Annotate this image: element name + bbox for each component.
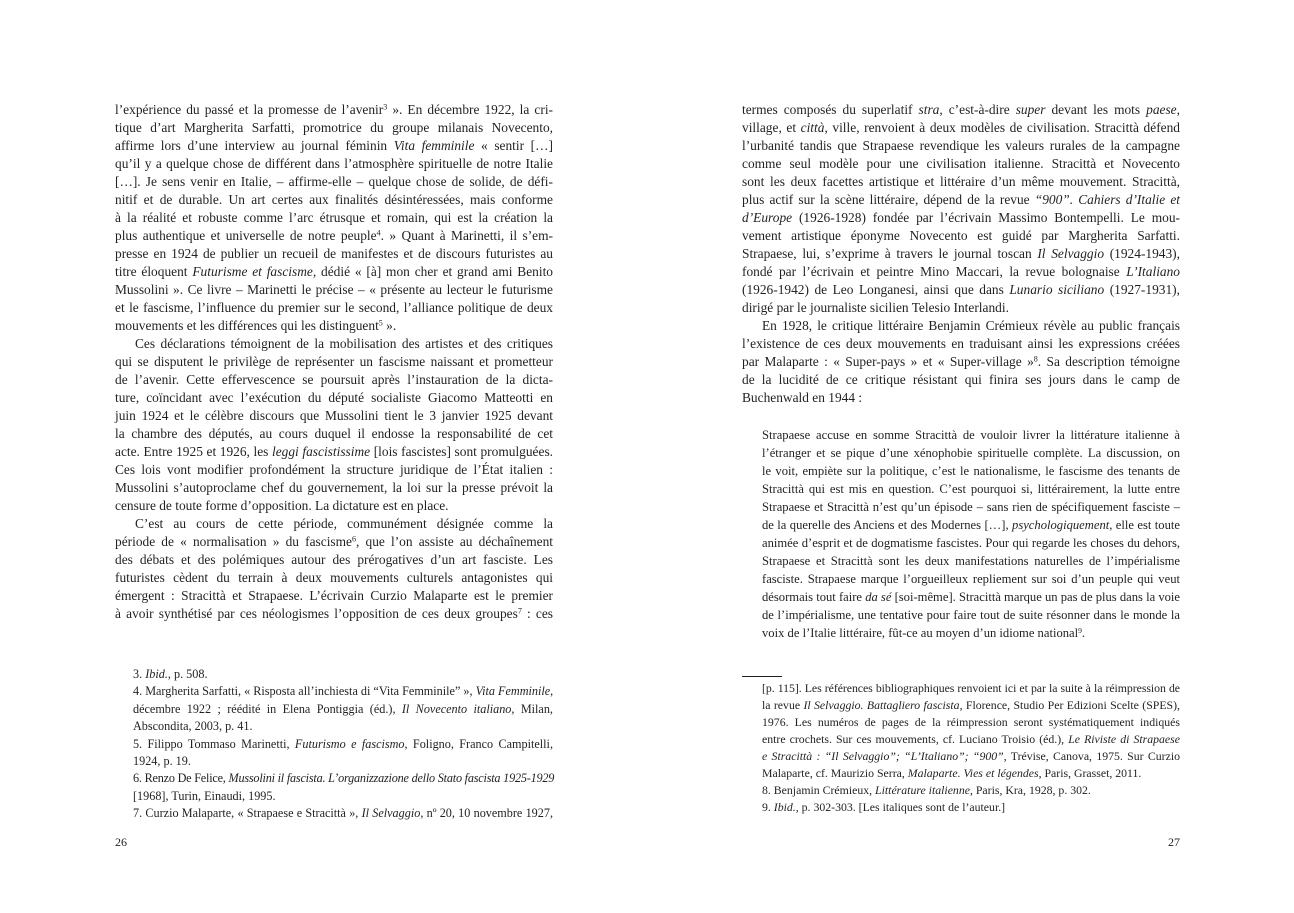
text-run: […]. Je sens venir en Italie, – affirme-elle – quelque chose de solide, de défi- [115, 174, 553, 189]
text-run: [1968], Turin, Einaudi, 1995. [133, 788, 276, 803]
text-line [133, 718, 553, 735]
italic-text: Malaparte. Vies et légendes [907, 766, 1039, 780]
text-run: termes composés du superlatif [742, 102, 919, 117]
text-run: censure de toute forme d’opposition. La dictature est en place. [115, 498, 449, 513]
text-line [115, 425, 553, 443]
text-run: , Milan, [511, 701, 553, 716]
text-run: la chambre des députés, au cours duquel il endosse la responsabilité de cet [115, 426, 553, 441]
italic-text: Le Riviste di Strapaese [1068, 732, 1180, 746]
text-line [762, 697, 1180, 714]
text-line [762, 462, 1180, 480]
text-line [762, 748, 1180, 765]
paragraph [762, 782, 1180, 799]
text-run: juin 1924 et le célèbre discours que Mussolini tient le 3 janvier 1925 devant [115, 408, 553, 423]
page-number-right: 27 [1168, 835, 1180, 849]
text-run: futuristes cèdent du terrain à deux mouvements culturels antagonistes qui [115, 570, 553, 585]
text-run: Abscondita, 2003, p. 41. [133, 719, 253, 734]
text-run: 9. [762, 800, 774, 814]
text-run: entre crochets. Sur ces mouvements, cf. Luciano Troisio (éd.), [762, 732, 1069, 746]
text-run: qu’il y a quelque chose de différent dans l’atmosphère spirituelle de notre Italie [115, 156, 553, 171]
text-run: dédié « [à] mon cher et grand ami Benito [316, 264, 553, 279]
text-line [115, 119, 553, 137]
text-line [133, 683, 553, 700]
italic-text: paese [1146, 102, 1177, 117]
left-page-body [115, 101, 553, 623]
text-line [115, 515, 553, 533]
text-run: Strapaese et Stracittà n’est qu’un épisode – sans rien de spécifiquement fasciste – [762, 500, 1180, 514]
footnote-marker: 6 [351, 534, 356, 544]
italic-text: Futurismo e fascismo [294, 736, 405, 751]
text-line [762, 426, 1180, 444]
text-run: , Florence, Studio Per Edizioni Scelte (SPES), [959, 698, 1180, 712]
text-run: 3. [133, 667, 146, 681]
italic-text: Il Selvaggio. Battagliero fascista [803, 698, 960, 712]
text-line [762, 765, 1180, 782]
paragraph [133, 770, 553, 805]
paragraph [133, 805, 553, 822]
text-run: la revue [762, 698, 804, 712]
footnote-marker: 5 [378, 318, 383, 328]
italic-text: da sé [865, 590, 892, 604]
text-run: [soi-même]. Stracittà marque un pas de plus dans la voie [891, 590, 1181, 604]
text-run: tique d’art Margherita Sarfatti, promotrice du groupe milanais Novecento, [115, 120, 553, 135]
text-line [133, 770, 553, 787]
paragraph [762, 680, 1180, 782]
text-run: « sentir […] [474, 138, 553, 153]
text-run: à avoir synthétisé par ces néologismes l’opposition de ces deux groupes [115, 606, 518, 621]
text-run: l’étranger et se pique d’une xénophobie spirituelle complète. La discussion, on [762, 446, 1180, 460]
text-run: qui se disputent le privilège de représenter un fascisme naissant et prometteur [115, 354, 553, 369]
text-run: , Paris, Kra, 1928, p. 302. [969, 783, 1091, 797]
text-run: plus authentique et universelle de notre peuple [115, 228, 377, 243]
italic-text: e Stracittà : “Il Selvaggio”; “L’Italiano”; “900” [762, 749, 1004, 763]
text-run: 8. Benjamin Crémieux, [762, 783, 876, 797]
text-line [133, 701, 553, 718]
text-run: voix de l’Italie littéraire, fût-ce au moyen d’un idiome national [762, 626, 1079, 640]
text-line [115, 191, 553, 209]
text-run: période de « normalisation » du fascisme [115, 534, 352, 549]
text-line [762, 516, 1180, 534]
text-run: . Sa description témoigne [1037, 354, 1180, 369]
text-run: , [1176, 102, 1180, 117]
text-line [115, 209, 553, 227]
text-line [762, 624, 1180, 642]
text-run: de la lucidité de ce critique résistant qui finira ses jours dans le camp de [742, 372, 1180, 387]
text-line [762, 480, 1180, 498]
text-run: (1926-1928) fondée par l’écrivain Massimo Bontempelli. Le mou- [792, 210, 1180, 225]
text-run: 7. Curzio Malaparte, « Strapaese e Stracittà », [133, 806, 362, 821]
text-run: par Malaparte : « Super-pays » et « Super-village » [742, 354, 1034, 369]
text-run: vement artistique éponyme Novecento est guidé par Margherita Sarfatti. [742, 228, 1180, 243]
italic-text: super [1015, 102, 1046, 117]
text-line [762, 534, 1180, 552]
text-run: à la réalité et robuste comme l’arc étrusque et romain, qui est la création la [115, 210, 553, 225]
footnote-rule [742, 676, 782, 677]
text-line [742, 245, 1180, 263]
text-run: C’est au cours de cette période, communément désignée comme la [135, 516, 553, 531]
text-run: [lois fascistes] sont promulguées. [370, 444, 553, 459]
text-run: (1927-1931), [1104, 282, 1180, 297]
text-line [133, 805, 553, 822]
text-line [742, 335, 1180, 353]
paragraph [133, 736, 553, 771]
text-line [742, 227, 1180, 245]
italic-text: Vita Femminile, [475, 684, 554, 699]
text-run: de la querelle des Anciens et des Modernes […], [762, 518, 1013, 532]
text-run: devant les mots [1045, 102, 1147, 117]
text-run: ». [382, 318, 397, 333]
text-line [115, 371, 553, 389]
text-run: (1924-1943), [1104, 246, 1180, 261]
right-page-body [742, 101, 1180, 407]
text-line [762, 570, 1180, 588]
text-run: , c’est-à-dire [939, 102, 1016, 117]
text-run: émergent : Stracittà et Strapaese. L’écrivain Curzio Malaparte est le premier [115, 588, 553, 603]
text-run: En 1928, le critique littéraire Benjamin Crémieux révèle au public français [762, 318, 1180, 333]
paragraph [115, 101, 553, 335]
text-run: presse en 1924 de publier un recueil de manifestes et de discours futuristes au [115, 246, 553, 261]
footnote-marker: 4 [376, 228, 381, 238]
text-run: , p. 302-303. [Les italiques sont de l’auteur.] [795, 800, 1006, 814]
text-run: désormais tout faire [762, 590, 866, 604]
text-line [742, 353, 1180, 371]
text-run: animée d’esprit et de dogmatisme fascistes. Pour qui regarde les choses du dehors, [762, 536, 1180, 550]
text-run: dirigé par le journaliste sicilien Telesio Interlandi. [742, 300, 1009, 315]
italic-text: Vita femminile [393, 138, 475, 153]
text-run: sont les deux facettes artistique et littéraire d’un même mouvement. Stracittà, [742, 174, 1180, 189]
text-line [742, 371, 1180, 389]
footnote-marker: 3 [383, 102, 388, 112]
text-line [762, 782, 1180, 799]
text-run: . » Quant à Marinetti, il s’em- [380, 228, 553, 243]
text-line [133, 753, 553, 770]
text-run: fondé par l’écrivain et peintre Mino Maccari, la revue bolognaise [742, 264, 1127, 279]
text-line [115, 155, 553, 173]
text-run: fasciste. Strapaese marque l’orgueilleux repliement sur soi d’un peuple qui veut [762, 572, 1180, 586]
text-line [115, 605, 553, 623]
paragraph [742, 101, 1180, 317]
text-run: de l’impérialisme, une tentative pour faire tout de suite résonner dans le monde la [762, 608, 1180, 622]
text-line [762, 498, 1180, 516]
text-run: affirme lors d’une interview au journal féminin [115, 138, 394, 153]
text-line [742, 155, 1180, 173]
text-line [742, 119, 1180, 137]
text-line [742, 137, 1180, 155]
italic-text: Il Selvaggio [1037, 246, 1105, 261]
right-page-footnotes [762, 680, 1180, 816]
text-run: 5. Filippo Tommaso Marinetti, [133, 736, 295, 751]
paragraph [115, 335, 553, 515]
italic-text: Ibid. [145, 667, 168, 681]
text-line [742, 389, 1180, 407]
text-run: village, et [742, 120, 801, 135]
text-line [115, 479, 553, 497]
text-line [115, 497, 553, 515]
text-run: décembre 1922 ; réédité in Elena Pontiggia (éd.), [133, 701, 402, 716]
text-run: mouvements et les différences qui les distinguent [115, 318, 379, 333]
text-run: Mussolini s’autoproclame chef du gouvernement, la loi sur la presse prévoit la [115, 480, 553, 495]
text-run: , p. 508. [167, 667, 208, 681]
text-line [742, 101, 1180, 119]
italic-text: Littérature italienne [875, 783, 970, 797]
italic-text: Il Novecento italiano [401, 701, 512, 716]
text-run: Mussolini ». Ce livre – Marinetti le précise – « présente au lecteur le futurisme [115, 282, 553, 297]
text-line [115, 101, 553, 119]
text-run: l’existence de ces deux mouvements en traduisant ainsi les expressions créées [742, 336, 1180, 351]
text-run: Strapaese, lui, s’exprime à travers le journal toscan [742, 246, 1038, 261]
text-run: . [1081, 626, 1086, 640]
paragraph [762, 426, 1180, 642]
text-run: 1976. Les numéros de pages de la réimpression seront systématiquement indiqués [762, 715, 1180, 729]
paragraph [762, 799, 1180, 816]
italic-text: città [800, 120, 825, 135]
text-line [115, 587, 553, 605]
text-line [115, 461, 553, 479]
text-line [115, 245, 553, 263]
text-run: , nº 20, 10 novembre 1927, [420, 806, 553, 821]
italic-text: Mussolini il fascista. L’organizzazione dello Stato fascista 1925-1929 [228, 771, 555, 786]
text-run: , Paris, Grasset, 2011. [1038, 766, 1142, 780]
text-run: 6. Renzo De Felice, [133, 771, 229, 786]
footnote-marker: 9 [1078, 625, 1082, 635]
italic-text: L’Italiano [1126, 264, 1180, 279]
text-line [115, 389, 553, 407]
italic-text: Ibid. [773, 800, 796, 814]
text-line [115, 407, 553, 425]
text-run: Stracittà qui est mis en question. C’est pourquoi si, littérairement, la lutte entre [762, 482, 1180, 496]
text-line [115, 335, 553, 353]
text-run: , Trévise, Canova, 1975. Sur Curzio [1003, 749, 1180, 763]
paragraph [115, 515, 553, 623]
text-line [742, 191, 1180, 209]
text-line [115, 533, 553, 551]
text-run: acte. Entre 1925 et 1926, les [115, 444, 272, 459]
text-line [115, 137, 553, 155]
left-page-footnotes [133, 666, 553, 823]
paragraph [742, 317, 1180, 407]
text-line [115, 443, 553, 461]
text-line [742, 263, 1180, 281]
text-run: elle est toute [1112, 518, 1180, 532]
text-run: 4. Margherita Sarfatti, « Risposta all’inchiesta di “Vita Femminile” », [133, 684, 476, 699]
italic-text: Il Selvaggio [361, 806, 421, 821]
text-line [762, 606, 1180, 624]
text-run: Strapaese et Stracittà sont les deux manifestations naturelles de l’impérialisme [762, 554, 1180, 568]
text-line [742, 173, 1180, 191]
paragraph [133, 683, 553, 735]
text-run: , Foligno, Franco Campitelli, [404, 736, 553, 751]
text-run: Strapaese accuse en somme Stracittà de vouloir livrer la littérature italienne à [762, 428, 1180, 442]
text-line [133, 788, 553, 805]
text-line [133, 666, 553, 683]
text-run: [p. 115]. Les références bibliographiques renvoient ici et par la suite à la réimpression de [762, 681, 1180, 695]
text-run: Ces lois vont modifier profondément la structure juridique de l’État italien : [115, 462, 553, 477]
italic-text: Lunario siciliano [1009, 282, 1105, 297]
text-run: le voit, empiète sur la politique, c’est le nationalisme, le fascisme des tenants de [762, 464, 1180, 478]
text-run: ture, coïncidant avec l’exécution du député socialiste Giacomo Matteotti en [115, 390, 553, 405]
text-line [762, 588, 1180, 606]
text-line [762, 552, 1180, 570]
text-line [115, 317, 553, 335]
page-number-left: 26 [115, 835, 127, 849]
text-run: nitif et de durable. Un art certes aux finalités désintéressées, mais conforme [115, 192, 553, 207]
paragraph [133, 666, 553, 683]
text-run: Buchenwald en 1944 : [742, 390, 863, 405]
text-line [115, 173, 553, 191]
text-line [742, 209, 1180, 227]
text-line [762, 799, 1180, 816]
text-line [115, 353, 553, 371]
text-line [742, 317, 1180, 335]
footnote-marker: 7 [517, 606, 522, 616]
text-run: Malaparte, cf. Maurizio Serra, [762, 766, 908, 780]
text-run: : ces [521, 606, 553, 621]
text-line [133, 736, 553, 753]
text-run: 1924, p. 19. [133, 754, 191, 769]
text-run: des débats et des polémiques autour des prérogatives d’un art fasciste. Les [115, 552, 553, 567]
text-line [115, 569, 553, 587]
text-run: titre éloquent [115, 264, 193, 279]
text-run: l’expérience du passé et la promesse de l’avenir [115, 102, 384, 117]
italic-text: stra [918, 102, 940, 117]
text-run: l’urbanité tandis que Strapaese revendique les valeurs rurales de la campagne [742, 138, 1180, 153]
text-line [762, 714, 1180, 731]
text-line [115, 299, 553, 317]
text-line [115, 551, 553, 569]
block-quote [762, 426, 1180, 642]
italic-text: psychologiquement, [1012, 518, 1113, 532]
text-line [115, 281, 553, 299]
text-line [742, 281, 1180, 299]
text-run: , que l’on assiste au déchaînement [356, 534, 553, 549]
text-run: comme seul modèle pour une civilisation italienne. Stracittà et Novecento [742, 156, 1180, 171]
text-run: plus actif sur la scène littéraire, dépend de la revue [742, 192, 1035, 207]
text-run: ». En décembre 1922, la cri- [387, 102, 554, 117]
italic-text: d’Europe [742, 210, 793, 225]
text-line [762, 680, 1180, 697]
text-run: et le fascisme, l’influence du premier sur le second, l’alliance politique de deux [115, 300, 553, 315]
text-line [762, 444, 1180, 462]
text-line [115, 263, 553, 281]
italic-text: “900”. Cahiers d’Italie et [1034, 192, 1181, 207]
text-run: Ces déclarations témoignent de la mobilisation des artistes et des critiques [135, 336, 553, 351]
footnote-marker: 8 [1033, 354, 1038, 364]
text-run: de l’avenir. Cette effervescence se poursuit après l’instauration de la dicta- [115, 372, 553, 387]
italic-text: Futurisme et fascisme, [192, 264, 317, 279]
italic-text: leggi fascistissime [272, 444, 371, 459]
text-run: (1926-1942) de Leo Longanesi, ainsi que dans [742, 282, 1010, 297]
text-line [742, 299, 1180, 317]
text-run: , ville, renvoient à deux modèles de civilisation. Stracittà défend [824, 120, 1180, 135]
text-line [762, 731, 1180, 748]
text-line [115, 227, 553, 245]
